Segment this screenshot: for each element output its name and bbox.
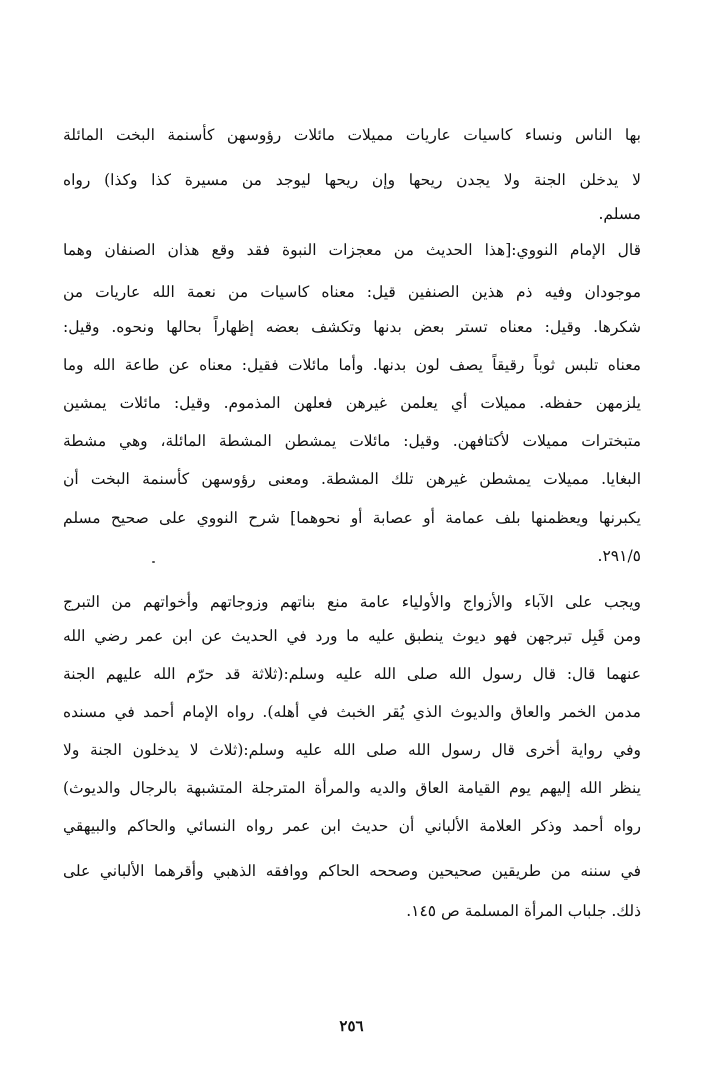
text-line-12: ٢٩١/٥. <box>597 547 641 565</box>
text-line-20: في سننه من طريقين صحيحين وصححه الحاكم ووافقه الذهبي وأقرهما الألباني على <box>63 862 641 880</box>
text-line-9: متبخترات مميلات لأكتافهن. وقيل: مائلات يمشطن المشطة المائلة، وهي مشطة <box>63 432 641 450</box>
text-line-2: لا يدخلن الجنة ولا يجدن ريحها وإن ريحها ليوجد من مسيرة كذا وكذا) رواه <box>63 171 641 189</box>
text-line-17: وفي رواية أخرى قال رسول الله صلى الله عليه وسلم:(ثلاث لا يدخلون الجنة ولا <box>63 741 641 759</box>
text-line-14: ومن قَبِل تبرجهن فهو ديوث ينطبق عليه ما ورد في الحديث عن ابن عمر رضي الله <box>63 627 641 645</box>
text-line-10: البغايا. مميلات يمشطن غيرهن تلك المشطة. ومعنى رؤوسهن كأسنمة البخت أن <box>63 470 641 488</box>
text-line-5: موجودان وفيه ذم هذين الصنفين قيل: معناه كاسيات من نعمة الله عاريات من <box>63 283 641 301</box>
text-line-13: ويجب على الآباء والأزواج والأولياء عامة منع بناتهم وزوجاتهم وأخواتهم من التبرج <box>63 593 641 611</box>
text-line-19: رواه أحمد وذكر العلامة الألباني أن حديث ابن عمر رواه النسائي والحاكم والبيهقي <box>63 817 641 835</box>
text-line-7: معناه تلبس ثوباً رقيقاً يصف لون بدنها. وأما مائلات فقيل: معناه عن طاعة الله وما <box>63 356 641 374</box>
text-line-1: بها الناس ونساء كاسيات عاريات مميلات مائلات رؤوسهن كأسنمة البخت المائلة <box>63 126 641 144</box>
text-line-21: ذلك. جلباب المرأة المسلمة ص ١٤٥. <box>406 902 641 920</box>
text-line-6: شكرها. وقيل: معناه تستر بعض بدنها وتكشف بعضه إظهاراً بحالها ونحوه. وقيل: <box>63 318 641 336</box>
text-line-15: عنهما قال: قال رسول الله صلى الله عليه وسلم:(ثلاثة قد حرّم الله عليهم الجنة <box>63 665 641 683</box>
text-line-8: يلزمهن حفظه. مميلات أي يعلمن غيرهن فعلهن المذموم. وقيل: مائلات يمشين <box>63 394 641 412</box>
text-line-11: يكبرنها ويعظمنها بلف عمامة أو عصابة أو نحوهما] شرح النووي على صحيح مسلم <box>63 509 641 527</box>
text-line-3: مسلم. <box>598 205 641 223</box>
text-line-18: ينظر الله إليهم يوم القيامة العاق والديه والمرأة المترجلة المتشبهة بالرجال والديوث) <box>63 779 641 797</box>
text-line-16: مدمن الخمر والعاق والديوث الذي يُقر الخبث في أهله). رواه الإمام أحمد في مسنده <box>63 703 641 721</box>
page-number: ٢٥٦ <box>339 1017 364 1035</box>
text-line-4: قال الإمام النووي:[هذا الحديث من معجزات النبوة فقد وقع هذان الصنفان وهما <box>63 241 641 259</box>
